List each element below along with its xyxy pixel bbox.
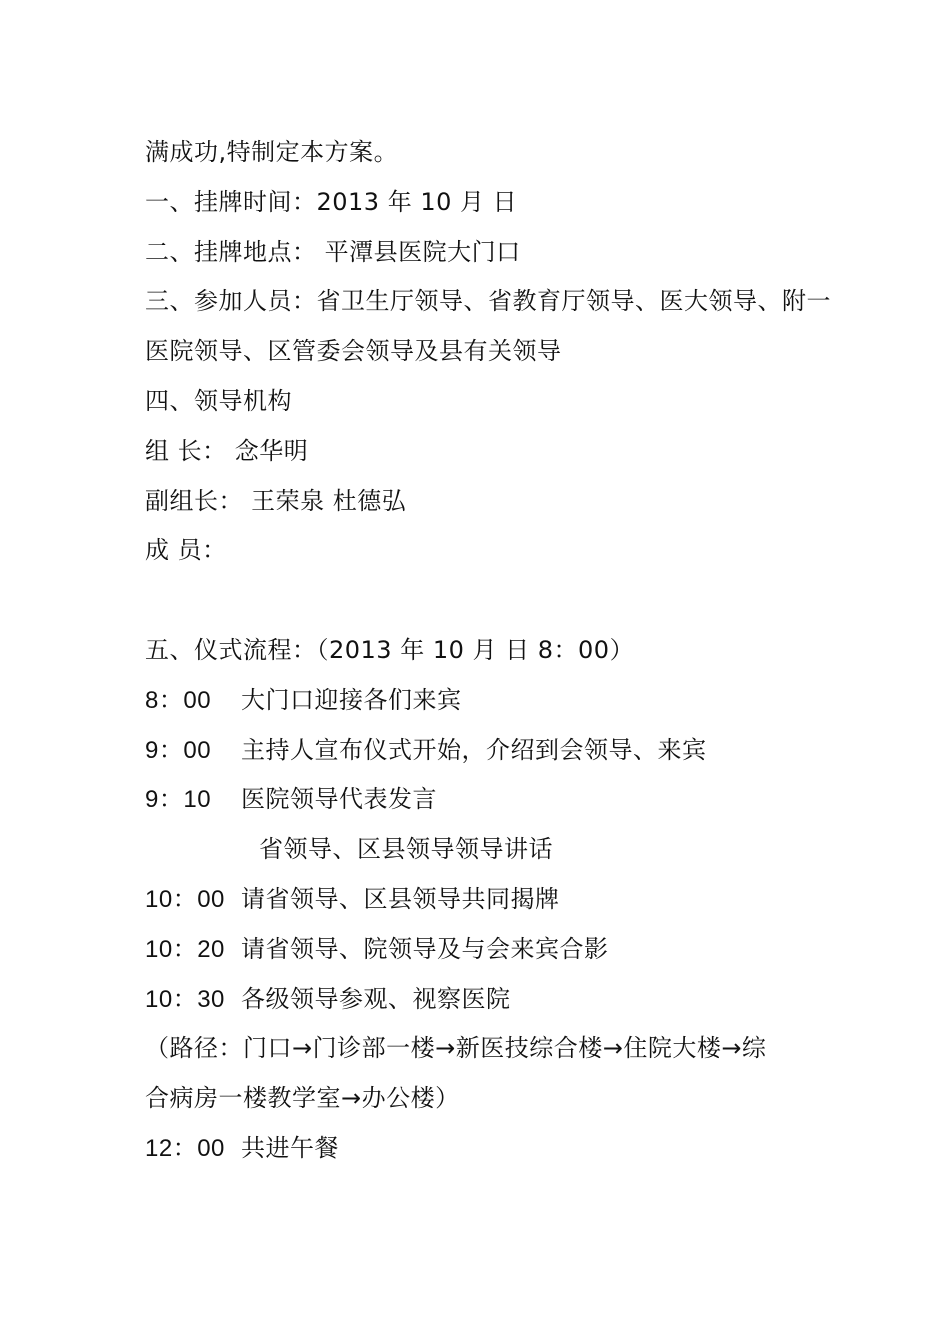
schedule-item [145,875,825,925]
schedule-time: 9：00 [145,736,212,764]
leader-line: 组 长： 念华明 [145,436,309,465]
participants-line-2: 医院领导、区管委会领导及县有关领导 [145,337,562,366]
schedule-item [145,975,825,1025]
schedule-text: 共进午餐 [241,1133,339,1162]
schedule-text: 医院领导代表发言 [241,785,437,814]
intro-tail: 满成功,特制定本方案。 [145,138,399,166]
ceremony-heading: 五、仪式流程：（2013 年 10 月 日 8：00） [145,635,635,664]
schedule-time: 12：00 [145,1134,225,1162]
schedule-item-lunch [145,1124,825,1174]
schedule-item [145,775,825,825]
schedule-item [145,726,825,776]
schedule-time: 10：20 [145,935,225,963]
time-line: 一、挂牌时间：2013 年 10 月 日 [145,187,518,216]
org-heading: 四、领导机构 [145,386,292,415]
schedule-time: 8：00 [145,686,212,714]
schedule-time: 10：30 [145,985,225,1013]
schedule-time: 10：00 [145,885,225,913]
blank-line [145,576,825,626]
schedule-text: 请省领导、区县领导共同揭牌 [241,884,560,913]
schedule-indent-item: 省领导、区县领导领导讲话 [259,835,553,864]
participants-line-1: 三、参加人员：省卫生厅领导、省教育厅领导、医大领导、附一 [145,287,831,316]
schedule-text: 主持人宣布仪式开始，介绍到会领导、来宾 [241,735,707,764]
route-line-1: （路径：门口→门诊部一楼→新医技综合楼→住院大楼→综 [145,1034,767,1063]
deputy-leader-line: 副组长： 王荣泉 杜德弘 [145,486,407,515]
schedule-text: 请省领导、院领导及与会来宾合影 [241,934,609,963]
schedule-text: 大门口迎接各们来宾 [241,685,462,714]
schedule-time: 9：10 [145,786,212,814]
schedule-item [145,676,825,726]
schedule-item [145,925,825,975]
route-line-2: 合病房一楼教学室→办公楼） [145,1084,460,1113]
schedule-text: 各级领导参观、视察医院 [241,984,511,1013]
document-body [145,128,831,1174]
place-line: 二、挂牌地点： 平潭县医院大门口 [145,237,521,266]
members-line: 成 员： [145,536,227,565]
